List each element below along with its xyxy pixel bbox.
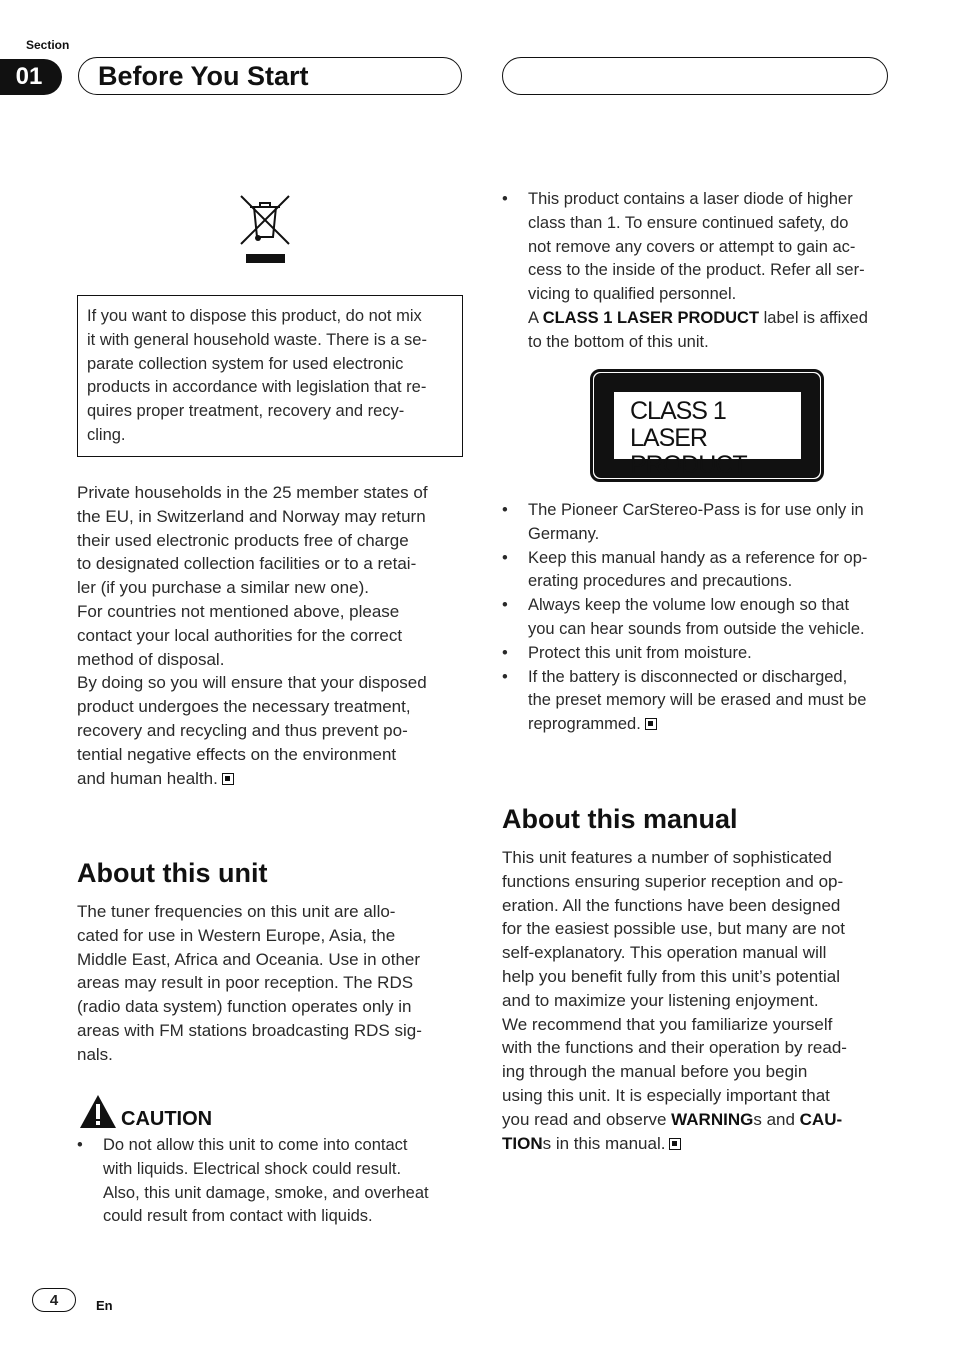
text-line: erating procedures and precautions. [528, 572, 793, 591]
text-line: The tuner frequencies on this unit are allo- [77, 902, 396, 921]
laser-label [614, 392, 801, 479]
text-line: ing through the manual before you begin [502, 1062, 808, 1082]
about-unit-heading: About this unit [77, 858, 268, 888]
text-segment: s and [753, 1109, 800, 1129]
notice-line: parate collection system for used electronic [87, 354, 404, 373]
text-line: • Keep this manual handy as a reference for op- [528, 548, 868, 567]
text-line: • The Pioneer CarStereo-Pass is for use only in [528, 501, 864, 519]
warning-bold: WARNING [671, 1109, 754, 1129]
text-segment: you read and observe [502, 1109, 672, 1129]
notice-line: products in accordance with legislation that re- [87, 378, 427, 397]
text-line: for the easiest possible use, but many are not [502, 919, 846, 939]
text-line: to the bottom of this unit. [528, 332, 709, 351]
right-header-frame [502, 57, 888, 95]
text-line-content: reprogrammed. [528, 715, 641, 734]
text-line: method of disposal. [77, 649, 225, 669]
text-line [502, 1108, 894, 1132]
about-manual-heading: About this manual [502, 804, 738, 834]
text-line: This unit features a number of sophisticated [502, 848, 832, 867]
text-line [528, 307, 894, 331]
caution-bold: CAU- [799, 1109, 843, 1129]
list-item [77, 1134, 469, 1229]
page-title: Before You Start [98, 61, 309, 91]
text-line: Also, this unit damage, smoke, and overheat [103, 1183, 429, 1202]
text-line: you can hear sounds from outside the vehicle. [528, 619, 865, 638]
list-item [502, 188, 894, 355]
caution-bold: TION [502, 1133, 543, 1153]
section-label: Section [26, 38, 70, 52]
text-line: cess to the inside of the product. Refer all ser- [528, 261, 865, 280]
text-line: the EU, in Switzerland and Norway may return [77, 506, 426, 526]
text-line: nals. [77, 1044, 113, 1064]
text-line: (radio data system) function operates only in [77, 997, 412, 1017]
notice-line: cling. [87, 425, 126, 444]
text-line: • This product contains a laser diode of higher [528, 190, 853, 208]
end-mark-icon [222, 773, 234, 785]
end-mark-icon [669, 1138, 681, 1150]
text-line: Germany. [528, 524, 600, 543]
text-line: with liquids. Electrical shock could result. [103, 1159, 402, 1178]
text-line: For countries not mentioned above, please [77, 601, 400, 621]
text-line: the preset memory will be erased and must be [528, 691, 867, 710]
about-unit-paragraph [77, 900, 469, 1067]
notice-line: If you want to dispose this product, do not mix [87, 307, 422, 325]
page-number: 4 [32, 1288, 76, 1312]
text-line: areas may result in poor reception. The RDS [77, 973, 414, 993]
text-line: We recommend that you familiarize yourself [502, 1014, 833, 1034]
text-line [77, 767, 469, 791]
crossed-bin-icon [238, 193, 292, 265]
text-segment: s in this manual. [542, 1133, 666, 1153]
text-line: areas with FM stations broadcasting RDS sig- [77, 1020, 422, 1040]
section-number: 01 [0, 59, 62, 95]
notice-line: it with general household waste. There is a se- [87, 330, 427, 349]
label-prefix: A [528, 308, 543, 327]
text-line: • Always keep the volume low enough so that [528, 596, 850, 615]
list-item [502, 666, 894, 737]
text-line: ler (if you purchase a similar new one). [77, 578, 369, 598]
end-mark-icon [645, 718, 657, 730]
text-line: recovery and recycling and thus prevent po- [77, 720, 408, 740]
text-line: with the functions and their operation by read- [502, 1038, 847, 1058]
text-line: eration. All the functions have been designed [502, 895, 841, 915]
text-line: self-explanatory. This operation manual will [502, 943, 827, 963]
text-line [528, 713, 894, 737]
text-line: vicing to qualified personnel. [528, 285, 737, 304]
text-line: • If the battery is disconnected or discharged, [528, 667, 848, 686]
notice-line: quires proper treatment, recovery and recy- [87, 402, 405, 421]
laser-label-line: CLASS 1 [630, 397, 726, 425]
text-line: functions ensuring superior reception and op- [502, 871, 844, 891]
text-line: using this unit. It is especially important that [502, 1085, 830, 1105]
label-suffix: label is affixed [759, 308, 868, 327]
text-line: Private households in the 25 member states of [77, 483, 428, 502]
text-line: contact your local authorities for the correct [77, 625, 403, 645]
language-label: En [96, 1298, 113, 1313]
text-line: class than 1. To ensure continued safety, do [528, 213, 849, 232]
laser-label-line: LASER PRODUCT [630, 424, 747, 479]
disposal-paragraph [77, 481, 469, 790]
text-line [502, 1132, 894, 1156]
text-line: cated for use in Western Europe, Asia, the [77, 925, 396, 945]
text-line: • Do not allow this unit to come into contact [103, 1136, 408, 1154]
text-line: help you benefit fully from this unit’s potential [502, 966, 840, 986]
text-line: to designated collection facilities or to a retai- [77, 554, 417, 574]
text-line: could result from contact with liquids. [103, 1207, 373, 1226]
text-line: • Protect this unit from moisture. [528, 643, 752, 662]
caution-list [77, 1134, 469, 1229]
laser-notice [502, 188, 894, 355]
text-line: not remove any covers or attempt to gain ac- [528, 237, 856, 256]
text-line-content: and human health. [77, 768, 218, 788]
list-item [502, 547, 894, 595]
list-item [502, 499, 894, 547]
about-manual-paragraph [502, 846, 894, 1155]
text-line: and to maximize your listening enjoyment. [502, 990, 819, 1010]
notes-list [502, 499, 894, 737]
warning-triangle-icon [79, 1094, 117, 1130]
list-item [502, 642, 894, 666]
text-line: By doing so you will ensure that your disposed [77, 673, 427, 693]
label-bold: CLASS 1 LASER PRODUCT [542, 308, 760, 327]
disposal-notice-box [77, 295, 463, 457]
text-line: product undergoes the necessary treatment, [77, 697, 411, 717]
text-line: their used electronic products free of charge [77, 530, 409, 550]
text-line: tential negative effects on the environment [77, 744, 397, 764]
text-line: Middle East, Africa and Oceania. Use in other [77, 949, 421, 969]
list-item [502, 594, 894, 642]
caution-title: CAUTION [121, 1108, 213, 1130]
